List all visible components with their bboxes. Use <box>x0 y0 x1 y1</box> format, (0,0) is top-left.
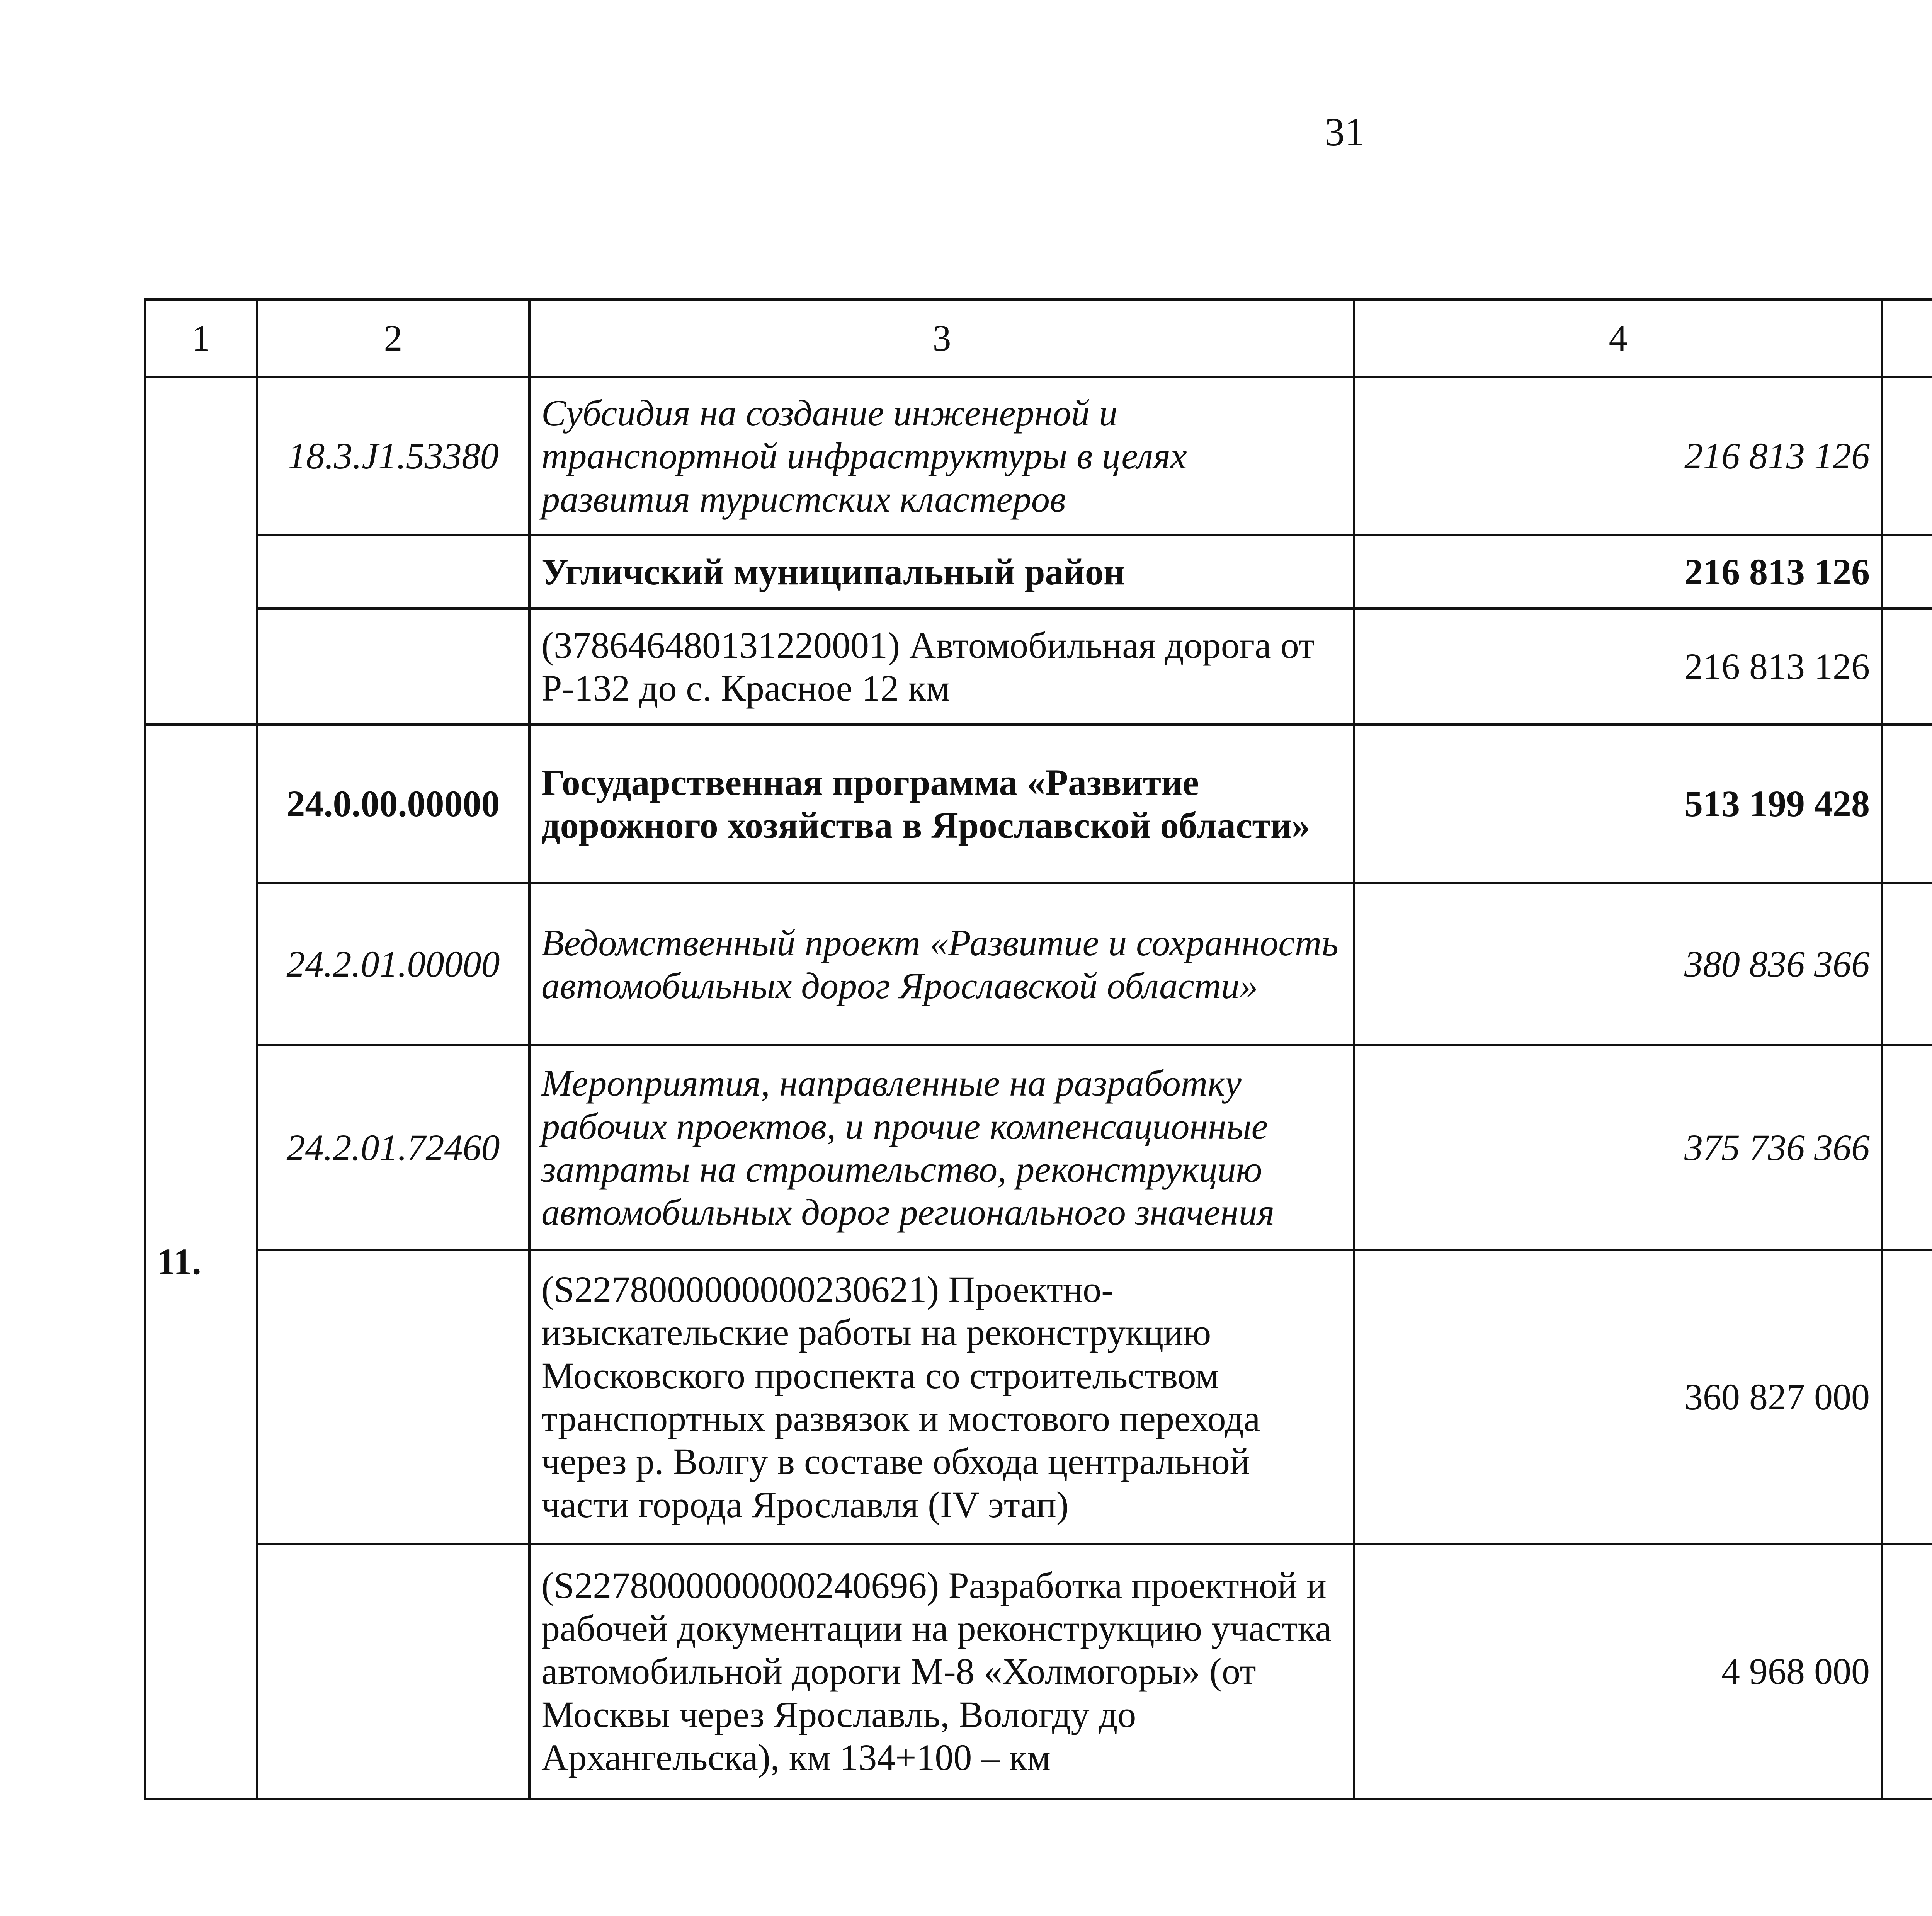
table-row <box>145 377 1932 535</box>
header-col-2: 2 <box>257 299 529 377</box>
value-col-5 <box>1882 609 1932 725</box>
value-col-5 <box>1882 377 1932 535</box>
code-cell: 18.3.J1.53380 <box>257 377 529 535</box>
value-col-5 <box>1882 1045 1932 1250</box>
value-col-5 <box>1882 883 1932 1045</box>
row-index-cell <box>145 377 257 725</box>
code-cell: 24.0.00.00000 <box>257 725 529 883</box>
budget-table <box>144 298 1932 1800</box>
name-cell: Угличский муниципальный район <box>529 535 1354 609</box>
code-cell: 24.2.01.72460 <box>257 1045 529 1250</box>
code-cell <box>257 609 529 725</box>
name-cell: Мероприятия, направленные на разработку рабочих проектов, и прочие компенсационные затраты на строительство, реконструкцию автомобильных дорог регионального значения <box>529 1045 1354 1250</box>
value-col-4: 216 813 126 <box>1354 609 1882 725</box>
name-cell: Государственная программа «Развитие дорожного хозяйства в Ярославской области» <box>529 725 1354 883</box>
page-number: 31 <box>1325 110 1365 154</box>
table-row <box>145 883 1932 1045</box>
value-col-5 <box>1882 725 1932 883</box>
value-col-4: 380 836 366 <box>1354 883 1882 1045</box>
row-index-cell: 11. <box>145 725 257 1799</box>
value-col-4: 216 813 126 <box>1354 535 1882 609</box>
table-row <box>145 535 1932 609</box>
name-cell: Субсидия на создание инженерной и транспортной инфраструктуры в целях развития туристских кластеров <box>529 377 1354 535</box>
table-row <box>145 1045 1932 1250</box>
header-col-3: 3 <box>529 299 1354 377</box>
table-row <box>145 1250 1932 1544</box>
header-row <box>145 299 1932 377</box>
table-row <box>145 1544 1932 1799</box>
value-col-4: 216 813 126 <box>1354 377 1882 535</box>
table-row <box>145 609 1932 725</box>
header-col-4: 4 <box>1354 299 1882 377</box>
name-cell: (378646480131220001) Автомобильная дорога от Р-132 до с. Красное 12 км <box>529 609 1354 725</box>
value-col-5 <box>1882 1250 1932 1544</box>
value-col-5 <box>1882 1544 1932 1799</box>
name-cell: Ведомственный проект «Развитие и сохранность автомобильных дорог Ярославской области» <box>529 883 1354 1045</box>
code-cell <box>257 1250 529 1544</box>
table-row <box>145 725 1932 883</box>
code-cell <box>257 535 529 609</box>
header-col-5 <box>1882 299 1932 377</box>
name-cell: (S2278000000000240696) Разработка проектной и рабочей документации на реконструкцию участка автомобильной дороги М-8 «Холмогоры» (от Москвы через Ярославль, Вологду до Архангельска), км 134+100 – км <box>529 1544 1354 1799</box>
value-col-5 <box>1882 535 1932 609</box>
value-col-4: 4 968 000 <box>1354 1544 1882 1799</box>
value-col-4: 360 827 000 <box>1354 1250 1882 1544</box>
code-cell: 24.2.01.00000 <box>257 883 529 1045</box>
value-col-4: 375 736 366 <box>1354 1045 1882 1250</box>
header-col-1: 1 <box>145 299 257 377</box>
code-cell <box>257 1544 529 1799</box>
value-col-4: 513 199 428 <box>1354 725 1882 883</box>
name-cell: (S2278000000000230621) Проектно-изыскательские работы на реконструкцию Московского проспекта со строительством транспортных развязок и мостового перехода через р. Волгу в составе обхода центральной части города Ярославля (IV этап) <box>529 1250 1354 1544</box>
